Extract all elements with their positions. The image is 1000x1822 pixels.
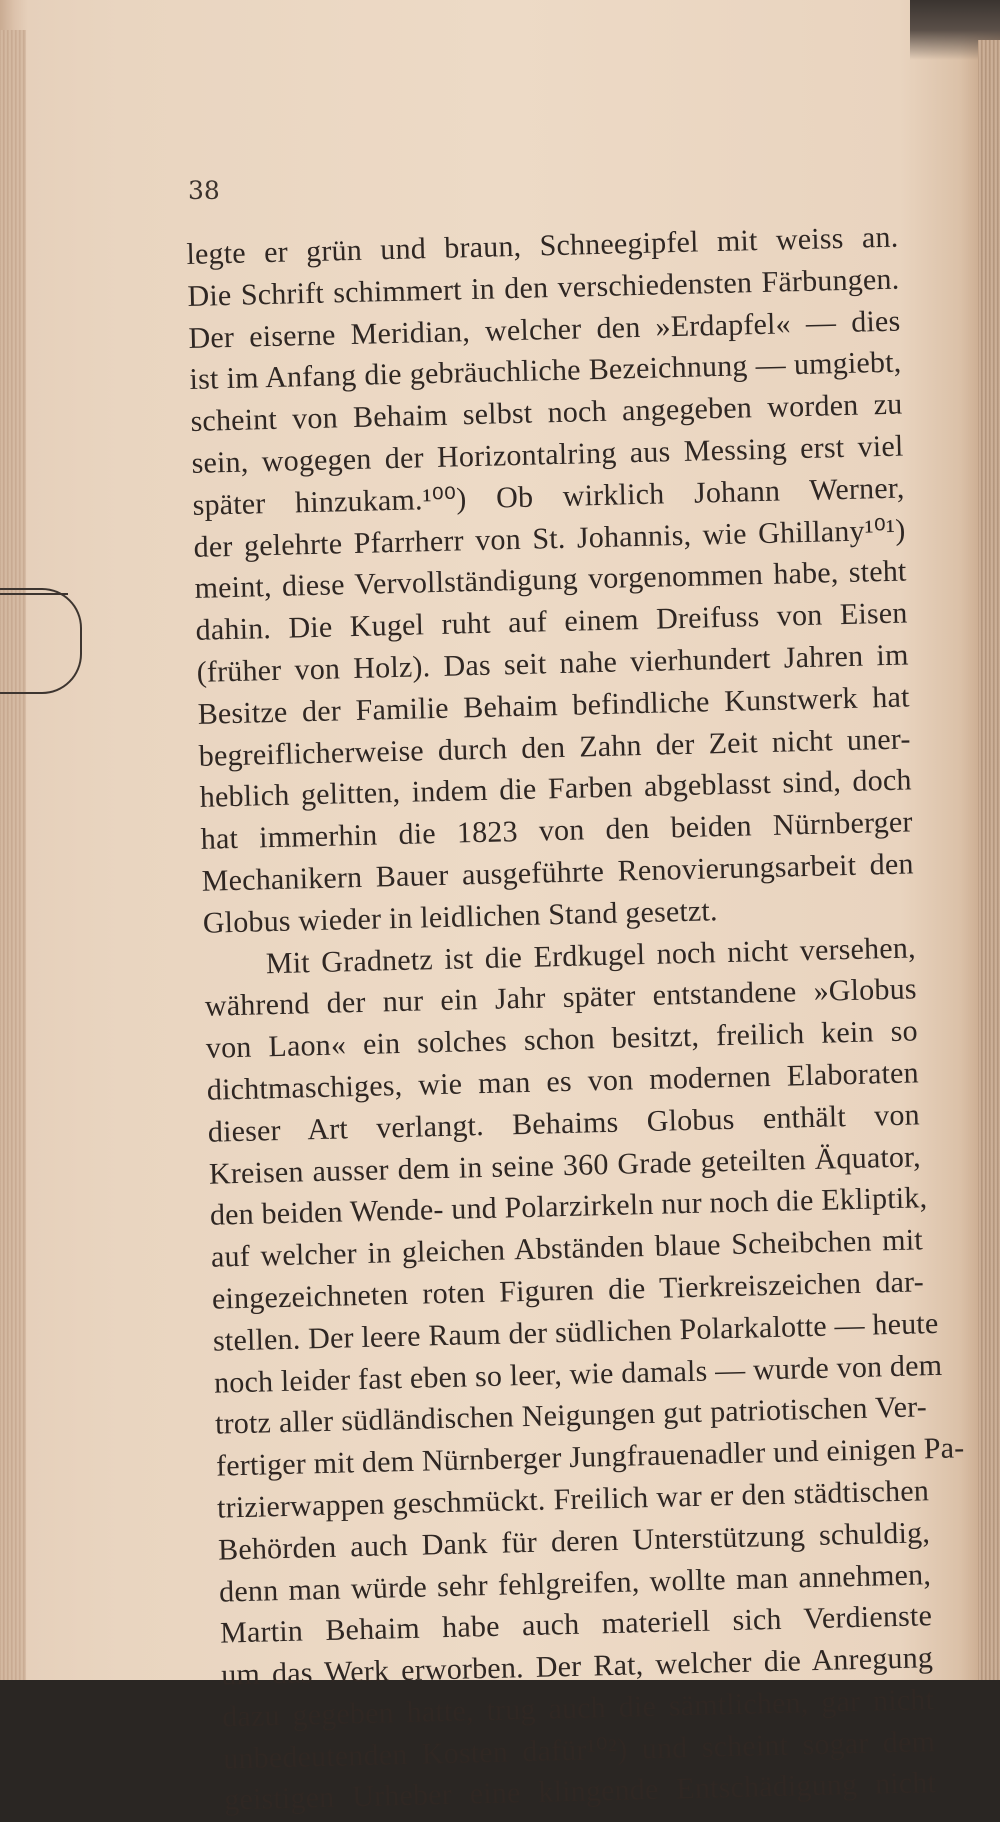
text-line: der gelehrte Pfarrherr von St. Johannis, wie Ghillany¹⁰¹): [193, 513, 906, 564]
text-line: Globus wieder in leidlichen Stand gesetzt.: [202, 893, 719, 940]
text-line: legte er grün und braun, Schneegipfel mit weiss an.: [186, 220, 899, 271]
text-line: Kreisen ausser dem in seine 360 Grade geteilten Äquator,: [208, 1139, 922, 1191]
text-line: Mit Gradnetz ist die Erdkugel noch nicht versehen,: [265, 930, 917, 980]
text-line: Martin Behaim habe auch materiell sich Verdienste: [219, 1599, 933, 1650]
text-line: später hinzukam.¹⁰⁰) Ob wirklich Johann Werner,: [192, 471, 905, 522]
text-line: noch leider fast eben so leer, wie damals — wurde von dem: [213, 1348, 943, 1400]
text-line: trizierwappen geschmückt. Freilich war er den städtischen: [216, 1474, 930, 1525]
text-line: sein, wogegen der Horizontalring aus Messing erst viel: [191, 429, 904, 480]
text-line: denn man würde sehr fehlgreifen, wollte man annehmen,: [218, 1557, 932, 1609]
text-line: dichtmaschiges, wie man es von modernen Elaboraten: [206, 1056, 920, 1107]
text-line: dahin. Die Kugel ruht auf einem Dreifuss von Eisen: [195, 596, 908, 648]
text-line: um das Werk erworben. Der Rat, welcher die Anregung: [220, 1641, 934, 1692]
binder-clip-bar: [0, 593, 68, 595]
text-line: Behörden auch Dank für deren Unterstützung schuldig,: [217, 1515, 931, 1567]
binder-clip: [0, 588, 82, 694]
text-line: stellen. Der leere Raum der südlichen Polarkalotte — heute: [212, 1306, 939, 1358]
left-page-edges: [0, 30, 26, 1680]
text-line: hat immerhin die 1823 von den beiden Nürnberger: [200, 805, 913, 856]
text-line: Die Schrift schimmert in den verschiedensten Färbungen.: [187, 262, 900, 313]
text-line: während der nur ein Jahr später entstandene »Globus: [204, 972, 918, 1024]
text-line: eingezeichneten roten Figuren die Tierkreiszeichen dar-: [211, 1265, 925, 1316]
text-line: fertiger mit dem Nürnberger Jungfrauenadler und einigen Pa-: [215, 1431, 965, 1483]
text-line: Besitze der Familie Behaim befindliche Kunstwerk hat: [197, 680, 910, 731]
text-line: meint, diese Vervollständigung vorgenommen habe, steht: [194, 554, 907, 606]
text-line: dieser Art verlangt. Behaims Globus enthält von: [207, 1098, 921, 1149]
text-line: scheint von Behaim selbst noch angegeben worden zu: [190, 387, 903, 439]
text-line: begreiflicherweise durch den Zahn der Zeit nicht uner-: [198, 722, 911, 773]
text-line: dazu gegeben hatte, trug auch die sämtlichen, gar nicht: [221, 1683, 935, 1734]
text-line: von Laon« ein solches schon besitzt, freilich kein so: [205, 1014, 919, 1065]
text-line: unbedeutenden Kosten dafür¹⁰²) und scheint sogar dem: [222, 1724, 936, 1776]
text-line: auf welcher in gleichen Abständen blaue Scheibchen mit: [210, 1223, 924, 1274]
right-page-edges: [978, 40, 1000, 1680]
text-line: den beiden Wende- und Polarzirkeln nur noch die Ekliptik,: [209, 1181, 928, 1233]
text-line: ist im Anfang die gebräuchliche Bezeichnung — umgiebt,: [189, 345, 902, 397]
body-text: [186, 217, 965, 1822]
text-line: Mechanikern Bauer ausgeführte Renovierungsarbeit den: [201, 847, 915, 898]
text-line: Der eiserne Meridian, welcher den »Erdapfel« — dies: [188, 304, 901, 355]
text-line: trotz aller südländischen Neigungen gut patriotischen Ver-: [214, 1390, 928, 1441]
page-number: 38: [188, 176, 220, 205]
text-line: geistigen Urheber eine klingende Entschädigung nicht: [223, 1766, 937, 1818]
text-line: heblich gelitten, indem die Farben abgeblasst sind, doch: [199, 763, 912, 815]
text-line: (früher von Holz). Das seit nahe vierhundert Jahren im: [196, 638, 909, 689]
